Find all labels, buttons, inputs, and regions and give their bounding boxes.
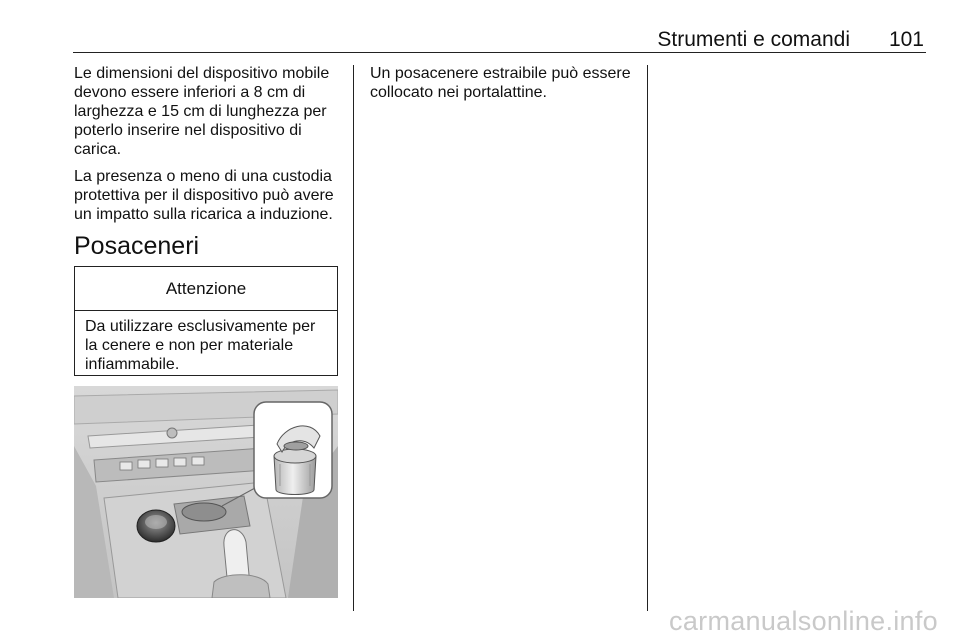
warning-text: Da utilizzare esclusivamente per la cenere e non per materiale infiammabile. [85,318,316,373]
page-header-title: Strumenti e comandi [657,28,850,51]
section-heading: Posaceneri [74,232,200,260]
header-rule [73,52,926,53]
column-2-text [370,64,640,110]
column-divider [353,65,354,611]
paragraph: La presenza o meno di una custodia protettiva per il dispositivo può avere un impatto sulla ricarica a induzione. [74,168,334,223]
column-1-text [74,64,344,232]
watermark: carmanualsonline.info [669,606,938,636]
page-number: 101 [888,28,924,51]
paragraph: Le dimensioni del dispositivo mobile devono essere inferiori a 8 cm di larghezza e 15 cm di lunghezza per poterlo inserire nel dispositivo di carica. [74,65,330,158]
paragraph: Un posacenere estraibile può essere collocato nei portalattine. [370,65,631,101]
warning-box [74,266,338,376]
column-divider [647,65,648,611]
ashtray-illustration [74,386,338,598]
warning-title: Attenzione [75,267,337,311]
